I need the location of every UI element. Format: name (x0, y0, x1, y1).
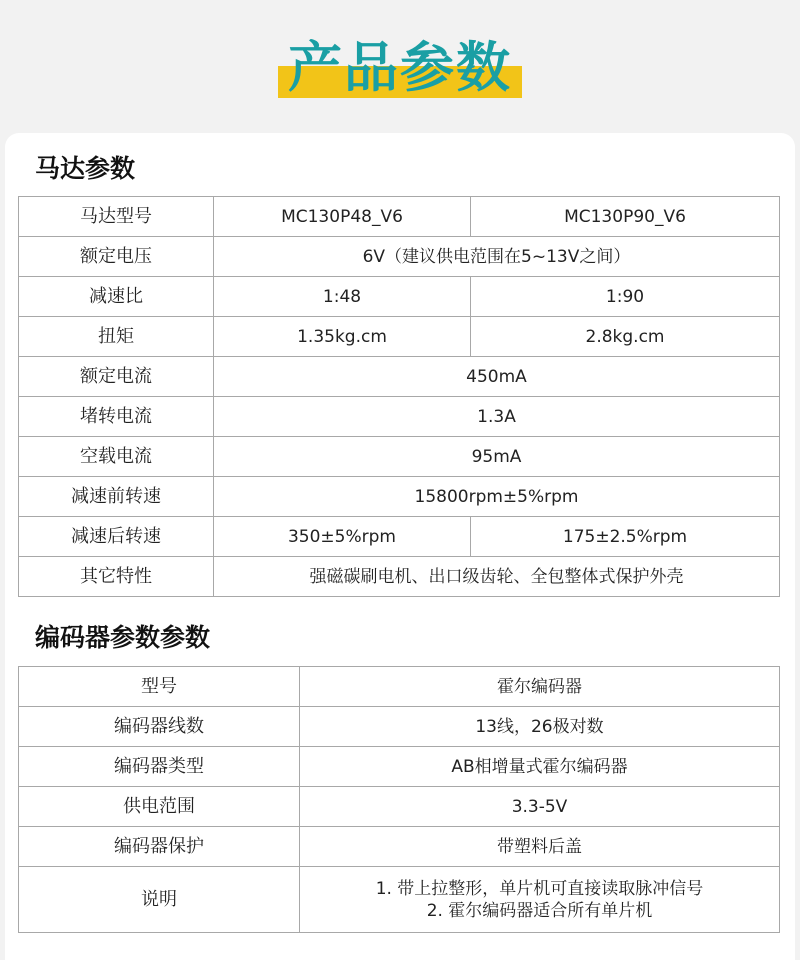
row-label: 空载电流 (19, 437, 214, 477)
cell-value: 6V（建议供电范围在5~13V之间） (214, 237, 780, 277)
table-row (19, 707, 780, 747)
row-label: 堵转电流 (19, 397, 214, 437)
table-row (19, 357, 780, 397)
cell-value: 95mA (214, 437, 780, 477)
row-label: 减速后转速 (19, 517, 214, 557)
row-label: 减速前转速 (19, 477, 214, 517)
cell-value: 15800rpm±5%rpm (214, 477, 780, 517)
cell-value: 175±2.5%rpm (471, 517, 780, 557)
row-label: 额定电压 (19, 237, 214, 277)
motor-params-table (18, 196, 780, 597)
table-row (19, 237, 780, 277)
row-label: 额定电流 (19, 357, 214, 397)
cell-value: 350±5%rpm (214, 517, 471, 557)
table-row (19, 867, 780, 933)
motor-section-title: 马达参数 (35, 154, 136, 183)
cell-value: 450mA (214, 357, 780, 397)
row-label: 其它特性 (19, 557, 214, 597)
cell-value: 1:48 (214, 277, 471, 317)
cell-value: AB相增量式霍尔编码器 (300, 747, 780, 787)
row-label: 供电范围 (19, 787, 300, 827)
encoder-section-title: 编码器参数参数 (35, 623, 211, 652)
table-row (19, 787, 780, 827)
table-row (19, 437, 780, 477)
row-label: 编码器保护 (19, 827, 300, 867)
cell-value: 带塑料后盖 (300, 827, 780, 867)
table-row (19, 197, 780, 237)
cell-value: MC130P48_V6 (214, 197, 471, 237)
cell-value: 1.3A (214, 397, 780, 437)
note-line-2: 2. 霍尔编码器适合所有单片机 (426, 900, 653, 921)
cell-value: 1:90 (471, 277, 780, 317)
table-row (19, 747, 780, 787)
note-line-1: 1. 带上拉整形，单片机可直接读取脉冲信号 (375, 878, 704, 899)
cell-value: 强磁碳刷电机、出口级齿轮、全包整体式保护外壳 (214, 557, 780, 597)
table-row (19, 397, 780, 437)
cell-value: 1.35kg.cm (214, 317, 471, 357)
table-row (19, 827, 780, 867)
table-row (19, 667, 780, 707)
table-row (19, 317, 780, 357)
cell-value: 霍尔编码器 (300, 667, 780, 707)
row-label: 编码器线数 (19, 707, 300, 747)
cell-value: MC130P90_V6 (471, 197, 780, 237)
page-title: 产品参数 (288, 36, 512, 99)
row-label: 扭矩 (19, 317, 214, 357)
row-label: 说明 (19, 867, 300, 933)
cell-value: 2.8kg.cm (471, 317, 780, 357)
cell-value: 13线，26极对数 (300, 707, 780, 747)
table-row (19, 477, 780, 517)
encoder-params-table (18, 666, 780, 933)
row-label: 马达型号 (19, 197, 214, 237)
table-row (19, 557, 780, 597)
table-row (19, 517, 780, 557)
cell-value: 3.3-5V (300, 787, 780, 827)
row-label: 减速比 (19, 277, 214, 317)
table-row (19, 277, 780, 317)
cell-value (300, 867, 780, 933)
page-header (0, 0, 800, 130)
row-label: 编码器类型 (19, 747, 300, 787)
row-label: 型号 (19, 667, 300, 707)
